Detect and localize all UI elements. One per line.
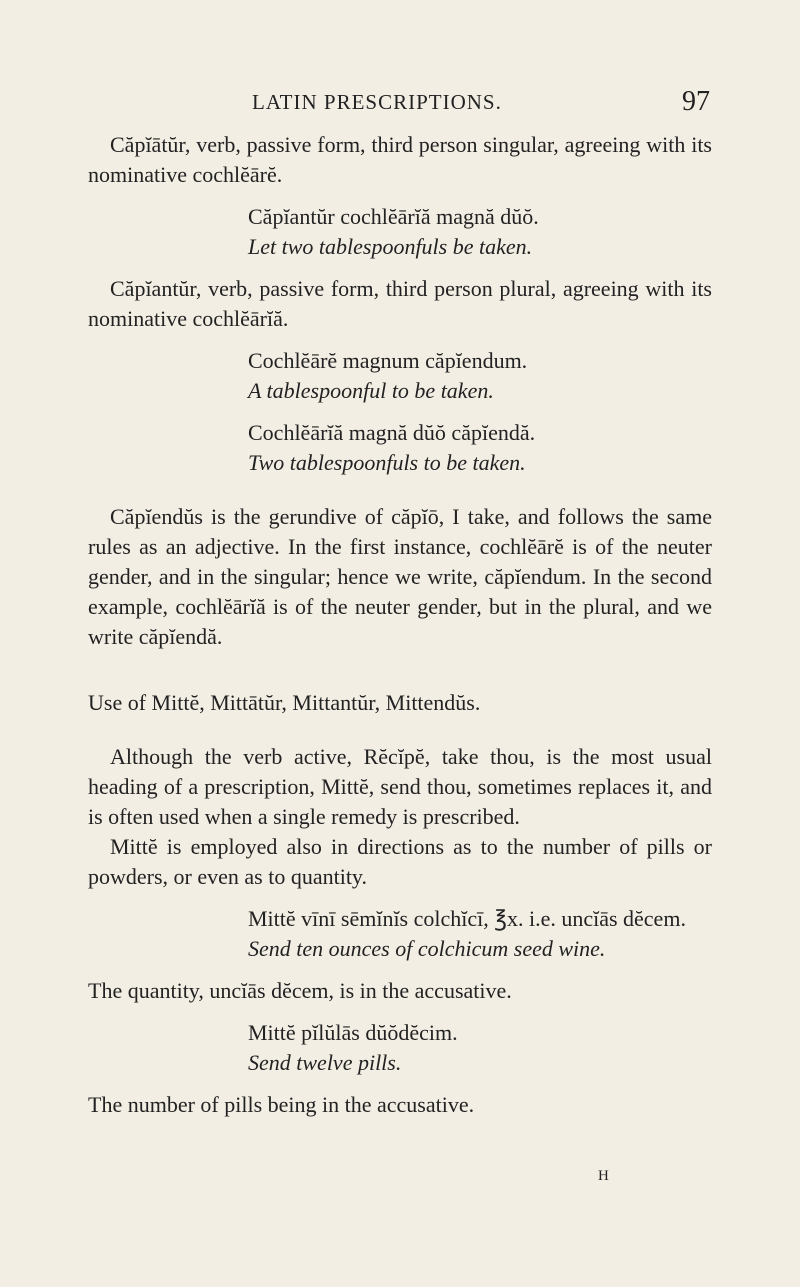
example-latin-4: Mittĕ vīnī sēmĭnĭs colchĭcī, ℥x. i.e. uncĭās dĕcem. bbox=[248, 906, 686, 931]
page-number: 97 bbox=[682, 86, 710, 117]
example-translation-5: Send twelve pills. bbox=[248, 1050, 402, 1075]
example-latin-2: Cochlĕārĕ magnum căpĭendum. bbox=[248, 348, 528, 373]
example-latin-1: Căpĭantŭr cochlĕārĭă magnă dŭŏ. bbox=[248, 204, 539, 229]
example-latin-5: Mittĕ pĭlŭlās dŭŏdĕcim. bbox=[248, 1020, 458, 1045]
page-header bbox=[88, 86, 712, 130]
paragraph-pills-accusative: The number of pills being in the accusative. bbox=[88, 1092, 475, 1117]
example-translation-2: A tablespoonful to be taken. bbox=[248, 378, 494, 403]
paragraph-quantity-accusative: The quantity, uncĭās dĕcem, is in the accusative. bbox=[88, 978, 512, 1003]
paragraph-gerundive: Căpĭendŭs is the gerundive of căpĭō, I take, and follows the same rules as an adjective. In the first instance, cochlĕārĕ is of the neuter gender, and in the singular; hence we write, căpĭendum. In the second example, cochlĕārĭă is of the neuter gender, but in the plural, and we write căpĭendă. bbox=[88, 504, 712, 649]
paragraph-mitte-employed: Mittĕ is employed also in directions as to the number of pills or powders, or even as to quantity. bbox=[88, 834, 712, 889]
paragraph-capiatur: Căpĭātŭr, verb, passive form, third person singular, agreeing with its nominative cochlĕārĕ. bbox=[88, 132, 712, 187]
example-translation-3: Two tablespoonfuls to be taken. bbox=[248, 450, 526, 475]
example-latin-3: Cochlĕārĭă magnă dŭŏ căpĭendă. bbox=[248, 420, 536, 445]
running-head: LATIN PRESCRIPTIONS. bbox=[252, 90, 502, 114]
section-heading-mitte: Use of Mittĕ, Mittātŭr, Mittantŭr, Mittendŭs. bbox=[88, 690, 481, 715]
paragraph-capiantur: Căpĭantŭr, verb, passive form, third person plural, agreeing with its nominative cochlĕārĭă. bbox=[88, 276, 712, 331]
example-translation-1: Let two tablespoonfuls be taken. bbox=[248, 234, 533, 259]
example-translation-4: Send ten ounces of colchicum seed wine. bbox=[248, 936, 606, 961]
paragraph-recipe-mitte: Although the verb active, Rĕcĭpĕ, take thou, is the most usual heading of a prescription, Mittĕ, send thou, sometimes replaces it, and is often used when a single remedy is prescribed. bbox=[88, 744, 712, 829]
signature-mark: H bbox=[598, 1168, 609, 1184]
